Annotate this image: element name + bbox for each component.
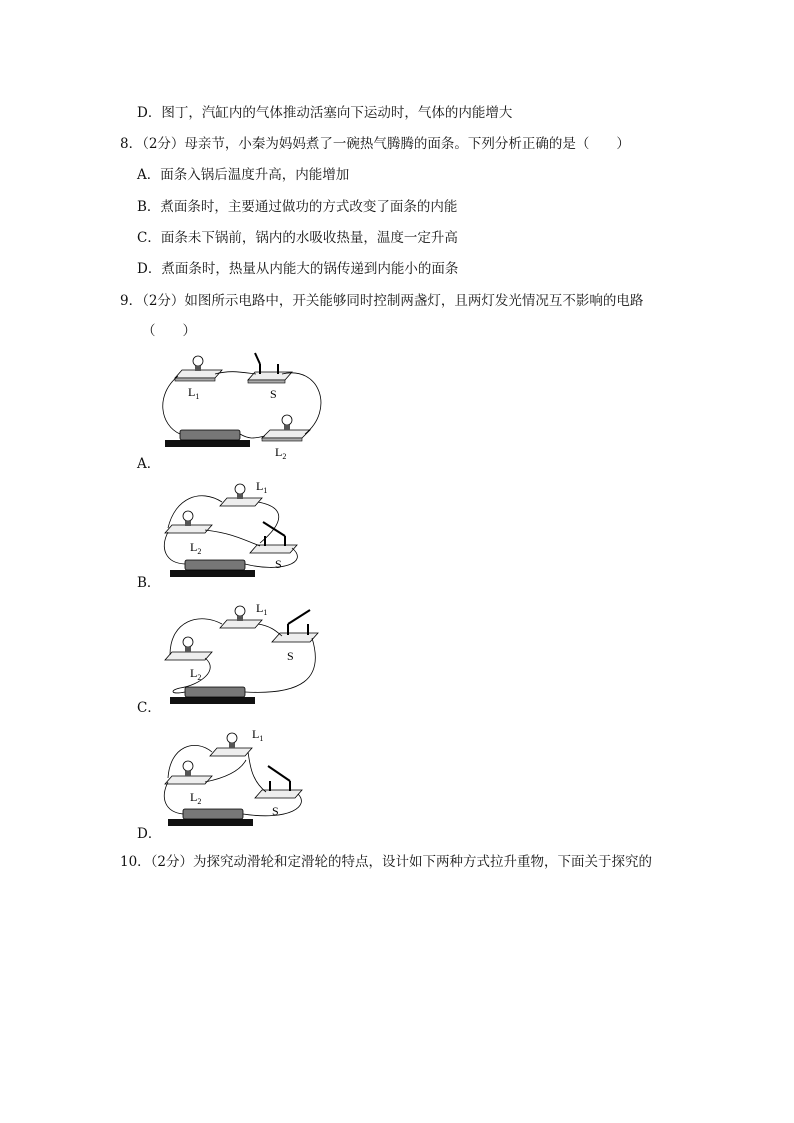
q8-option-c: C．面条未下锅前，锅内的水吸收热量，温度一定升高 — [137, 230, 458, 246]
l2-label: $L_2$ — [190, 540, 202, 556]
q8-option-b: B．煮面条时，主要通过做功的方式改变了面条的内能 — [137, 199, 458, 215]
switch-label: S — [270, 387, 277, 401]
q7-option-d: D．图丁，汽缸内的气体推动活塞向下运动时，气体的内能增大 — [137, 105, 513, 121]
q9-circuit-a-diagram — [160, 350, 340, 461]
q9-circuit-c-diagram — [160, 600, 340, 710]
l1-label: $L_1$ — [256, 479, 268, 495]
l1-label: $L_1$ — [188, 385, 200, 401]
l1-bulb-icon — [227, 733, 237, 743]
l2-bulb-icon — [183, 761, 193, 771]
l2-bulb-icon — [183, 511, 193, 521]
switch-lever-icon — [268, 766, 290, 781]
switch-lever-icon — [255, 353, 260, 364]
battery-icon — [185, 560, 245, 570]
switch-label: S — [275, 557, 282, 571]
battery-icon — [180, 430, 240, 440]
q9-circuit-d-diagram — [160, 726, 340, 830]
l1-bulb-icon — [235, 606, 245, 616]
l1-label: $L_1$ — [252, 727, 264, 743]
q9-option-a-label: A． — [137, 456, 161, 472]
switch-lever-icon — [288, 610, 310, 624]
q8-option-a: A．面条入锅后温度升高，内能增加 — [137, 167, 350, 183]
q9-option-b-label: B． — [137, 575, 161, 591]
q10-stem: 10．（2分）为探究动滑轮和定滑轮的特点，设计如下两种方式拉升重物，下面关于探究的 — [120, 854, 653, 870]
l1-label: $L_1$ — [256, 601, 268, 617]
q9-option-c-label: C． — [137, 700, 161, 716]
l2-bulb-icon — [183, 637, 193, 647]
q8-stem: 8．（2分）母亲节，小秦为妈妈煮了一碗热气腾腾的面条。下列分析正确的是（ ） — [120, 136, 630, 152]
battery-icon — [185, 687, 245, 697]
switch-label: S — [272, 804, 279, 818]
l1-bulb-icon — [235, 484, 245, 494]
switch-label: S — [287, 649, 294, 663]
q9-option-d-label: D． — [137, 826, 162, 842]
q9-stem: 9．（2分）如图所示电路中，开关能够同时控制两盏灯，且两灯发光情况互不影响的电路 — [120, 293, 644, 309]
l2-label: $L_2$ — [190, 790, 202, 806]
battery-icon — [183, 809, 243, 819]
l2-label: $L_2$ — [275, 445, 287, 461]
l2-label: $L_2$ — [190, 666, 202, 682]
q9-stem-cont: （ ） — [142, 323, 196, 339]
q8-option-d: D．煮面条时，热量从内能大的锅传递到内能小的面条 — [137, 261, 459, 277]
l2-bulb-icon — [282, 415, 292, 425]
l1-bulb-icon — [193, 356, 203, 366]
q9-circuit-b-diagram — [160, 478, 340, 580]
